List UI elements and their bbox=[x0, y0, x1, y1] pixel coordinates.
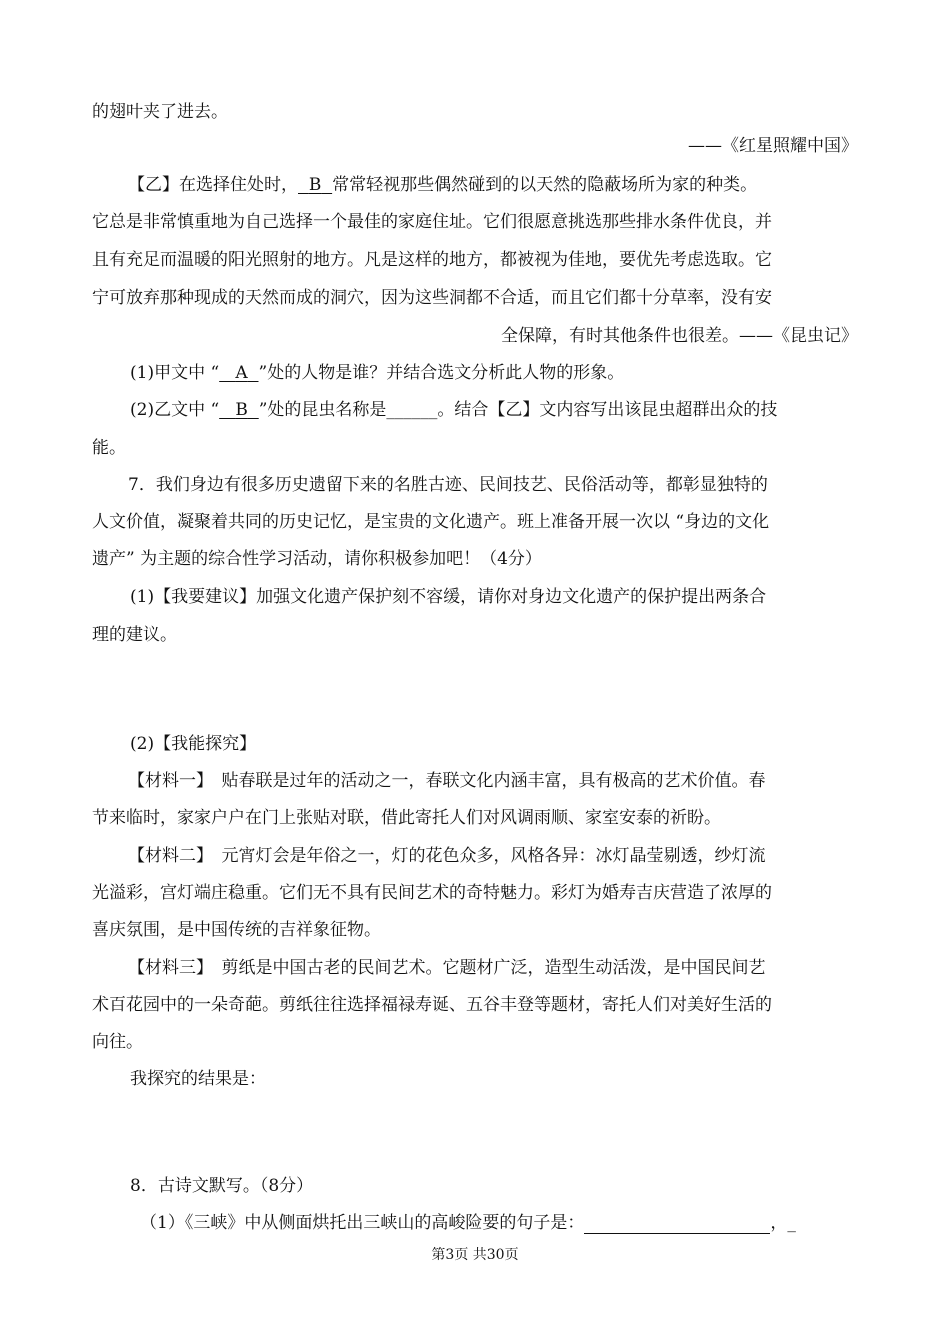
q6-sub2: (2)乙文中 “ B ”处的昆虫名称是______。结合【乙】文内容写出该昆虫超群出众的技 bbox=[130, 400, 778, 420]
material-2: 【材料二】 元宵灯会是年俗之一，灯的花色众多，风格各异：冰灯晶莹剔透，纱灯流 bbox=[128, 846, 766, 866]
passage-b-source: 全保障，有时其他条件也很差。——《昆虫记》 bbox=[501, 326, 858, 346]
q7-sub1: 理的建议。 bbox=[92, 625, 177, 645]
q7-stem: 人文价值，凝聚着共同的历史记忆，是宝贵的文化遗产。班上准备开展一次以 “身边的文化 bbox=[92, 512, 770, 532]
q7-result-label: 我探究的结果是： bbox=[130, 1069, 266, 1089]
q6-sub1: (1)甲文中 “ A ”处的人物是谁？并结合选文分析此人物的形象。 bbox=[130, 363, 625, 383]
answer-blank-2[interactable]: _ bbox=[787, 1213, 796, 1233]
blank-b-ref: B bbox=[235, 400, 248, 420]
material-2: 光溢彩，宫灯端庄稳重。它们无不具有民间艺术的奇特魅力。彩灯为婚寿吉庆营造了浓厚的 bbox=[92, 883, 772, 903]
material-3: 【材料三】 剪纸是中国古老的民间艺术。它题材广泛，造型生动活泼，是中国民间艺 bbox=[128, 958, 766, 978]
q6-sub2-line2: 能。 bbox=[92, 438, 126, 458]
passage-b-line: 宁可放弃那种现成的天然而成的洞穴，因为这些洞都不合适，而且它们都十分草率，没有安 bbox=[92, 288, 772, 308]
material-3: 向往。 bbox=[92, 1032, 143, 1052]
q7-sub2-title: (2)【我能探究】 bbox=[130, 734, 257, 754]
passage-b-line: 它总是非常慎重地为自己选择一个最佳的家庭住址。它们很愿意挑选那些排水条件优良，并 bbox=[92, 212, 772, 232]
material-3: 术百花园中的一朵奇葩。剪纸往往选择福禄寿诞、五谷丰登等题材，寄托人们对美好生活的 bbox=[92, 995, 772, 1015]
passage-b-line: 【乙】在选择住处时， B 常常轻视那些偶然碰到的以天然的隐蔽场所为家的种类。 bbox=[128, 175, 758, 195]
q8-sub1: （1）《三峡》中从侧面烘托出三峡山的高峻险要的句子是： ，_ bbox=[140, 1213, 796, 1233]
passage-b-line: 且有充足而温暖的阳光照射的地方。凡是这样的地方，都被视为佳地，要优先考虑选取。它 bbox=[92, 250, 772, 270]
material-1: 节来临时，家家户户在门上张贴对联，借此寄托人们对风调雨顺、家室安泰的祈盼。 bbox=[92, 808, 721, 828]
blank-a: A bbox=[235, 363, 248, 383]
passage-a-continuation: 的翅叶夹了进去。 bbox=[92, 102, 228, 122]
answer-blank-1[interactable] bbox=[584, 1215, 770, 1234]
blank-b: B bbox=[308, 175, 322, 195]
q8-title: 8．古诗文默写。（8分） bbox=[130, 1176, 314, 1196]
page-footer: 第3页 共30页 bbox=[431, 1247, 519, 1263]
insect-name-blank: ______ bbox=[386, 400, 438, 420]
material-1: 【材料一】 贴春联是过年的活动之一，春联文化内涵丰富，具有极高的艺术价值。春 bbox=[128, 771, 766, 791]
q7-sub1: (1)【我要建议】加强文化遗产保护刻不容缓，请你对身边文化遗产的保护提出两条合 bbox=[130, 587, 767, 607]
material-2: 喜庆氛围，是中国传统的吉祥象征物。 bbox=[92, 920, 381, 940]
q7-stem: 遗产” 为主题的综合性学习活动，请你积极参加吧！（4分） bbox=[92, 549, 542, 569]
passage-a-source: ——《红星照耀中国》 bbox=[688, 136, 858, 156]
q7-stem: 7．我们身边有很多历史遗留下来的名胜古迹、民间技艺、民俗活动等，都彰显独特的 bbox=[128, 475, 768, 495]
